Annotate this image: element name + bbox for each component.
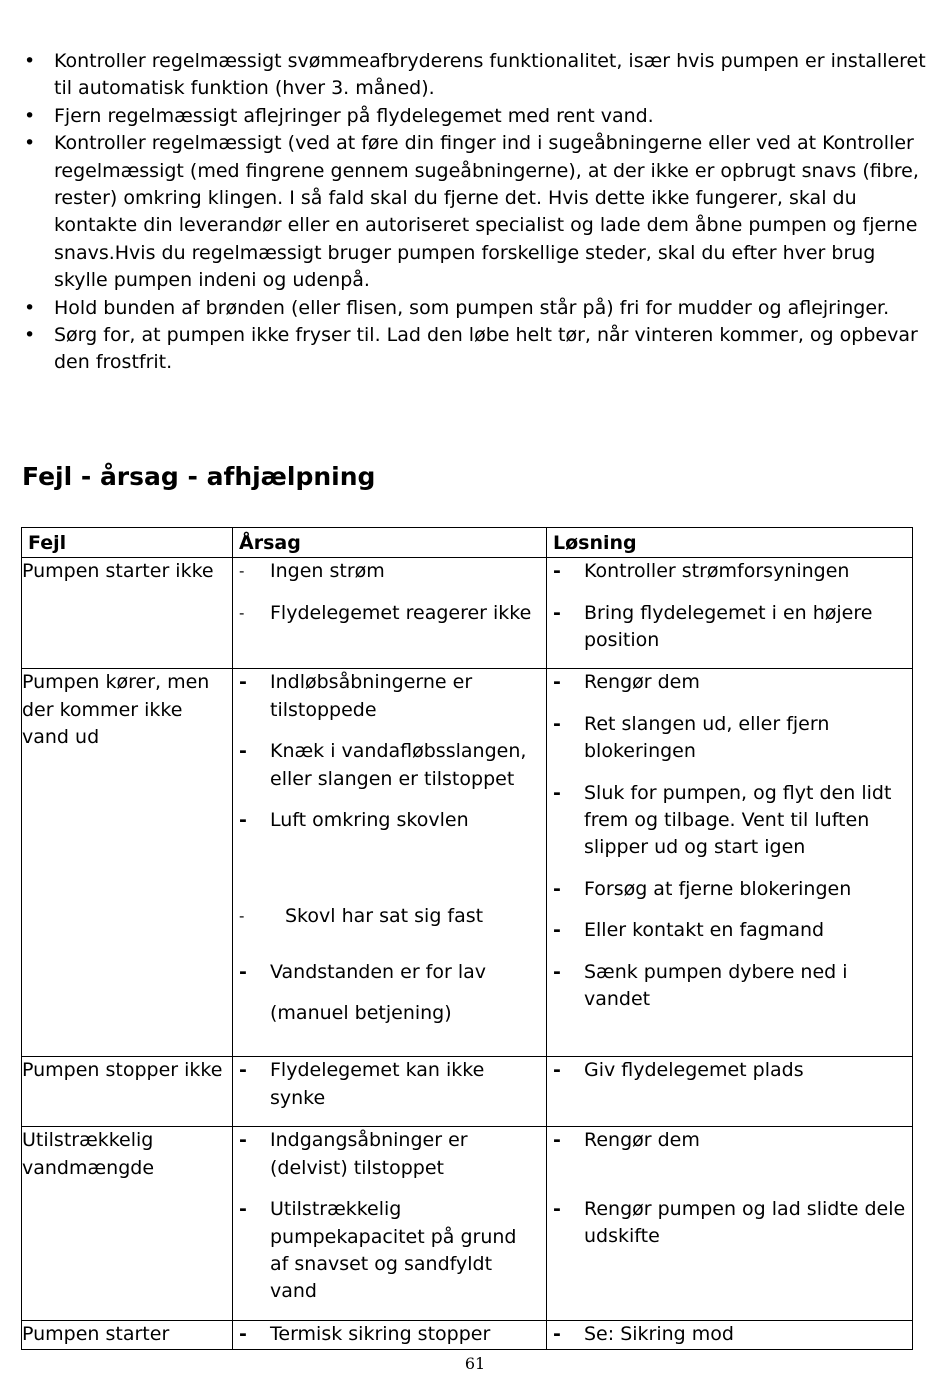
solution-item: - Rengør dem	[547, 1127, 906, 1154]
solution-cell	[547, 1057, 913, 1127]
solution-item: - Forsøg at fjerne blokeringen	[547, 876, 906, 903]
dash-icon: -	[239, 562, 245, 581]
table-row	[22, 558, 913, 669]
cause-item: - Ingen strøm	[233, 558, 540, 585]
dash-icon: -	[239, 740, 247, 763]
bullet-dot-icon: •	[24, 104, 36, 127]
header-solution: Løsning	[547, 528, 913, 558]
fault-cell: Pumpen stopper ikke	[22, 1057, 233, 1127]
solution-item: - Ret slangen ud, eller fjern blokeringen	[553, 712, 830, 763]
cause-cell	[233, 558, 547, 669]
dash-icon: -	[553, 877, 561, 900]
solution-cell	[547, 558, 913, 669]
cause-item: - Utilstrækkelig pumpekapacitet på grund af snavset og sandfyldt vand	[239, 1198, 517, 1303]
bullet-dot-icon: •	[24, 296, 36, 319]
cause-item: - Flydelegemet kan ikke synke	[239, 1059, 485, 1109]
solution-cell	[547, 669, 913, 1057]
cause-item: - Indgangsåbninger er (delvist) tilstoppet	[239, 1129, 468, 1179]
cause-item: - Knæk i vandafløbsslangen, eller slangen er tilstoppet	[239, 740, 527, 790]
bullet-item: • Hold bunden af brønden (eller flisen, som pumpen står på) fri for mudder og aflejringer.	[22, 295, 927, 322]
fault-cell: Pumpen starter	[22, 1321, 233, 1349]
bullet-dot-icon: •	[24, 50, 36, 72]
solution-item: - Sluk for pumpen, og flyt den lidt frem og tilbage. Vent til luften slipper ud og start igen	[553, 781, 892, 859]
cause-cell	[233, 1057, 547, 1127]
table-header-row	[22, 528, 913, 558]
bullet-item: • Kontroller regelmæssigt (ved at føre din finger ind i sugeåbningerne eller ved at Kontroller regelmæssigt (med fingrene gennem sugeåbningerne), at der ikke er opbrugt snavs (fibre, rester) omkring klingen. I så fald skal du fjerne det. Hvis dette ikke fungerer, skal du kontakte din leverandør eller en autoriseret specialist og lade dem åbne pumpen og fjerne snavs.Hvis du regelmæssigt bruger pumpen forskellige steder, skal du efter hver brug skylle pumpen indeni og udenpå.	[24, 132, 919, 292]
solution-cell	[547, 1127, 913, 1321]
table-row	[22, 669, 913, 1057]
bullet-dot-icon: •	[24, 132, 36, 155]
dash-icon: -	[553, 1197, 561, 1220]
header-cause: Årsag	[233, 528, 547, 558]
bullet-item: • Sørg for, at pumpen ikke fryser til. Lad den løbe helt tør, når vinteren kommer, og opbevar den frostfrit.	[24, 324, 918, 374]
cause-item: - Termisk sikring stopper	[233, 1321, 540, 1348]
dash-icon: -	[239, 671, 247, 694]
solution-item: - Se: Sikring mod	[547, 1321, 906, 1348]
solution-item: - Sænk pumpen dybere ned i vandet	[553, 960, 848, 1011]
cause-cell	[233, 1127, 547, 1321]
maintenance-bullet-list	[22, 48, 927, 377]
table-row	[22, 1127, 913, 1321]
fault-cell: Pumpen starter ikke	[22, 558, 233, 669]
table-row	[22, 1321, 913, 1349]
dash-icon: -	[553, 1059, 561, 1082]
dash-icon: -	[239, 809, 247, 832]
bullet-item: • Fjern regelmæssigt aflejringer på flydelegemet med rent vand.	[22, 103, 927, 130]
fault-cell: Pumpen kører, men der kommer ikke vand ud	[22, 669, 233, 1057]
dash-icon: -	[553, 601, 561, 624]
cause-note: (manuel betjening)	[270, 1002, 452, 1025]
dash-icon: -	[553, 1323, 561, 1346]
bullet-dot-icon: •	[24, 324, 36, 347]
dash-icon: -	[553, 560, 561, 583]
cause-cell	[233, 669, 547, 1057]
dash-icon: -	[239, 1198, 247, 1221]
cause-item: - Vandstanden er for lav	[233, 959, 540, 986]
cause-cell	[233, 1321, 547, 1349]
cause-item: - Flydelegemet reagerer ikke	[233, 600, 540, 627]
dash-icon: -	[239, 1323, 247, 1346]
header-fault: Fejl	[22, 528, 233, 558]
dash-icon: -	[553, 1129, 561, 1152]
dash-icon: -	[553, 671, 561, 694]
dash-icon: -	[239, 603, 245, 622]
fault-cell: Utilstrækkelig vandmængde	[22, 1127, 233, 1321]
bullet-item: • Kontroller regelmæssigt svømmeafbryderens funktionalitet, især hvis pumpen er installeret til automatisk funktion (hver 3. måned).	[24, 50, 926, 100]
dash-icon: -	[553, 919, 561, 942]
page-number: 61	[464, 1354, 486, 1373]
cause-item: - Luft omkring skovlen	[233, 807, 540, 834]
solution-item: - Kontroller strømforsyningen	[547, 558, 906, 585]
solution-item: - Rengør pumpen og lad slidte dele udskifte	[553, 1197, 906, 1248]
cause-item: - Skovl har sat sig fast	[233, 903, 540, 930]
troubleshooting-table	[21, 527, 913, 1350]
solution-item: - Bring flydelegemet i en højere position	[553, 601, 873, 652]
solution-item: - Eller kontakt en fagmand	[547, 917, 906, 944]
cause-item: - Indløbsåbningerne er tilstoppede	[239, 671, 473, 721]
section-heading: Fejl - årsag - afhjælpning	[22, 462, 376, 491]
solution-item: - Giv flydelegemet plads	[547, 1057, 906, 1084]
dash-icon: -	[553, 712, 561, 735]
dash-icon: -	[239, 907, 245, 926]
dash-icon: -	[239, 1059, 247, 1082]
dash-icon: -	[239, 960, 247, 983]
dash-icon: -	[553, 781, 561, 804]
solution-cell	[547, 1321, 913, 1349]
table-row	[22, 1057, 913, 1127]
dash-icon: -	[239, 1129, 247, 1152]
solution-item: - Rengør dem	[547, 669, 906, 696]
dash-icon: -	[553, 960, 561, 983]
